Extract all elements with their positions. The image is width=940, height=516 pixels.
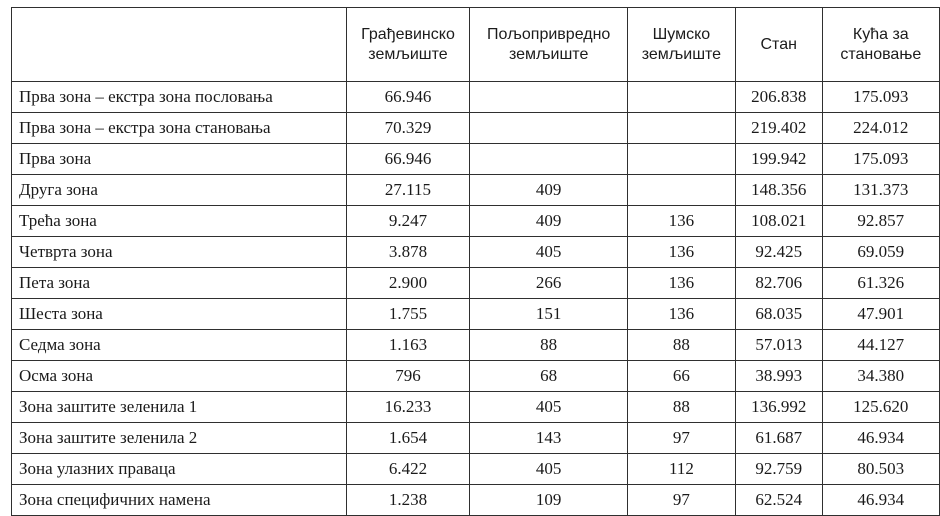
table-header-row — [12, 8, 940, 82]
house-cell: 125.620 — [822, 392, 939, 423]
building-land-cell: 796 — [346, 361, 470, 392]
building-land-cell: 27.115 — [346, 175, 470, 206]
zone-name-cell: Трећа зона — [12, 206, 347, 237]
agricultural-land-cell: 109 — [470, 485, 628, 516]
agricultural-land-cell: 405 — [470, 237, 628, 268]
apartment-cell: 62.524 — [735, 485, 822, 516]
apartment-cell: 206.838 — [735, 82, 822, 113]
agricultural-land-cell: 409 — [470, 206, 628, 237]
house-cell: 34.380 — [822, 361, 939, 392]
building-land-cell: 66.946 — [346, 82, 470, 113]
zone-name-cell: Седма зона — [12, 330, 347, 361]
zone-name-cell: Шеста зона — [12, 299, 347, 330]
forest-land-cell: 97 — [627, 485, 735, 516]
agricultural-land-cell: 405 — [470, 454, 628, 485]
apartment-cell: 136.992 — [735, 392, 822, 423]
agricultural-land-cell — [470, 144, 628, 175]
zone-name-cell: Пета зона — [12, 268, 347, 299]
apartment-cell: 148.356 — [735, 175, 822, 206]
forest-land-cell: 112 — [627, 454, 735, 485]
house-cell: 131.373 — [822, 175, 939, 206]
forest-land-cell: 97 — [627, 423, 735, 454]
forest-land-cell: 136 — [627, 206, 735, 237]
building-land-cell: 66.946 — [346, 144, 470, 175]
table-row — [12, 454, 940, 485]
building-land-cell: 2.900 — [346, 268, 470, 299]
house-cell: 92.857 — [822, 206, 939, 237]
building-land-cell: 1.163 — [346, 330, 470, 361]
agricultural-land-cell: 68 — [470, 361, 628, 392]
table-row — [12, 330, 940, 361]
building-land-cell: 16.233 — [346, 392, 470, 423]
price-table — [11, 7, 940, 516]
forest-land-cell — [627, 113, 735, 144]
forest-land-cell: 136 — [627, 268, 735, 299]
apartment-cell: 92.425 — [735, 237, 822, 268]
forest-land-cell — [627, 82, 735, 113]
agricultural-land-cell: 266 — [470, 268, 628, 299]
table-body — [12, 82, 940, 516]
building-land-cell: 1.755 — [346, 299, 470, 330]
agricultural-land-cell: 409 — [470, 175, 628, 206]
zone-name-cell: Друга зона — [12, 175, 347, 206]
house-cell: 69.059 — [822, 237, 939, 268]
table-row — [12, 237, 940, 268]
table-row — [12, 268, 940, 299]
zone-name-cell: Прва зона – екстра зона пословања — [12, 82, 347, 113]
agricultural-land-cell: 405 — [470, 392, 628, 423]
column-header-forest-land: Шумско земљиште — [627, 8, 735, 82]
building-land-cell: 3.878 — [346, 237, 470, 268]
table-row — [12, 485, 940, 516]
apartment-cell: 108.021 — [735, 206, 822, 237]
column-header-house: Кућа за становање — [822, 8, 939, 82]
clipped-caption-fragment — [0, 0, 460, 5]
apartment-cell: 38.993 — [735, 361, 822, 392]
building-land-cell: 1.238 — [346, 485, 470, 516]
forest-land-cell — [627, 144, 735, 175]
table-row — [12, 423, 940, 454]
zone-name-cell: Зона заштите зеленила 2 — [12, 423, 347, 454]
house-cell: 175.093 — [822, 82, 939, 113]
building-land-cell: 70.329 — [346, 113, 470, 144]
apartment-cell: 68.035 — [735, 299, 822, 330]
table-row — [12, 144, 940, 175]
building-land-cell: 9.247 — [346, 206, 470, 237]
house-cell: 47.901 — [822, 299, 939, 330]
table-row — [12, 113, 940, 144]
apartment-cell: 199.942 — [735, 144, 822, 175]
zone-name-cell: Прва зона — [12, 144, 347, 175]
table-row — [12, 361, 940, 392]
apartment-cell: 92.759 — [735, 454, 822, 485]
house-cell: 224.012 — [822, 113, 939, 144]
building-land-cell: 1.654 — [346, 423, 470, 454]
table-row — [12, 299, 940, 330]
zone-name-cell: Зона улазних праваца — [12, 454, 347, 485]
zone-name-cell: Четврта зона — [12, 237, 347, 268]
table-row — [12, 82, 940, 113]
house-cell: 61.326 — [822, 268, 939, 299]
house-cell: 80.503 — [822, 454, 939, 485]
house-cell: 44.127 — [822, 330, 939, 361]
column-header-building-land: Грађевинско земљиште — [346, 8, 470, 82]
table-row — [12, 175, 940, 206]
apartment-cell: 82.706 — [735, 268, 822, 299]
column-header-agricultural-land: Пољопривредно земљиште — [470, 8, 628, 82]
agricultural-land-cell: 151 — [470, 299, 628, 330]
table-row — [12, 206, 940, 237]
forest-land-cell: 136 — [627, 237, 735, 268]
agricultural-land-cell — [470, 113, 628, 144]
table-row — [12, 392, 940, 423]
agricultural-land-cell: 88 — [470, 330, 628, 361]
zone-name-cell: Прва зона – екстра зона становања — [12, 113, 347, 144]
house-cell: 46.934 — [822, 485, 939, 516]
house-cell: 175.093 — [822, 144, 939, 175]
forest-land-cell: 136 — [627, 299, 735, 330]
forest-land-cell: 66 — [627, 361, 735, 392]
forest-land-cell — [627, 175, 735, 206]
forest-land-cell: 88 — [627, 330, 735, 361]
apartment-cell: 61.687 — [735, 423, 822, 454]
apartment-cell: 219.402 — [735, 113, 822, 144]
apartment-cell: 57.013 — [735, 330, 822, 361]
column-header-zone — [12, 8, 347, 82]
zone-name-cell: Осма зона — [12, 361, 347, 392]
agricultural-land-cell — [470, 82, 628, 113]
agricultural-land-cell: 143 — [470, 423, 628, 454]
zone-name-cell: Зона специфичних намена — [12, 485, 347, 516]
column-header-apartment: Стан — [735, 8, 822, 82]
house-cell: 46.934 — [822, 423, 939, 454]
zone-name-cell: Зона заштите зеленила 1 — [12, 392, 347, 423]
building-land-cell: 6.422 — [346, 454, 470, 485]
forest-land-cell: 88 — [627, 392, 735, 423]
